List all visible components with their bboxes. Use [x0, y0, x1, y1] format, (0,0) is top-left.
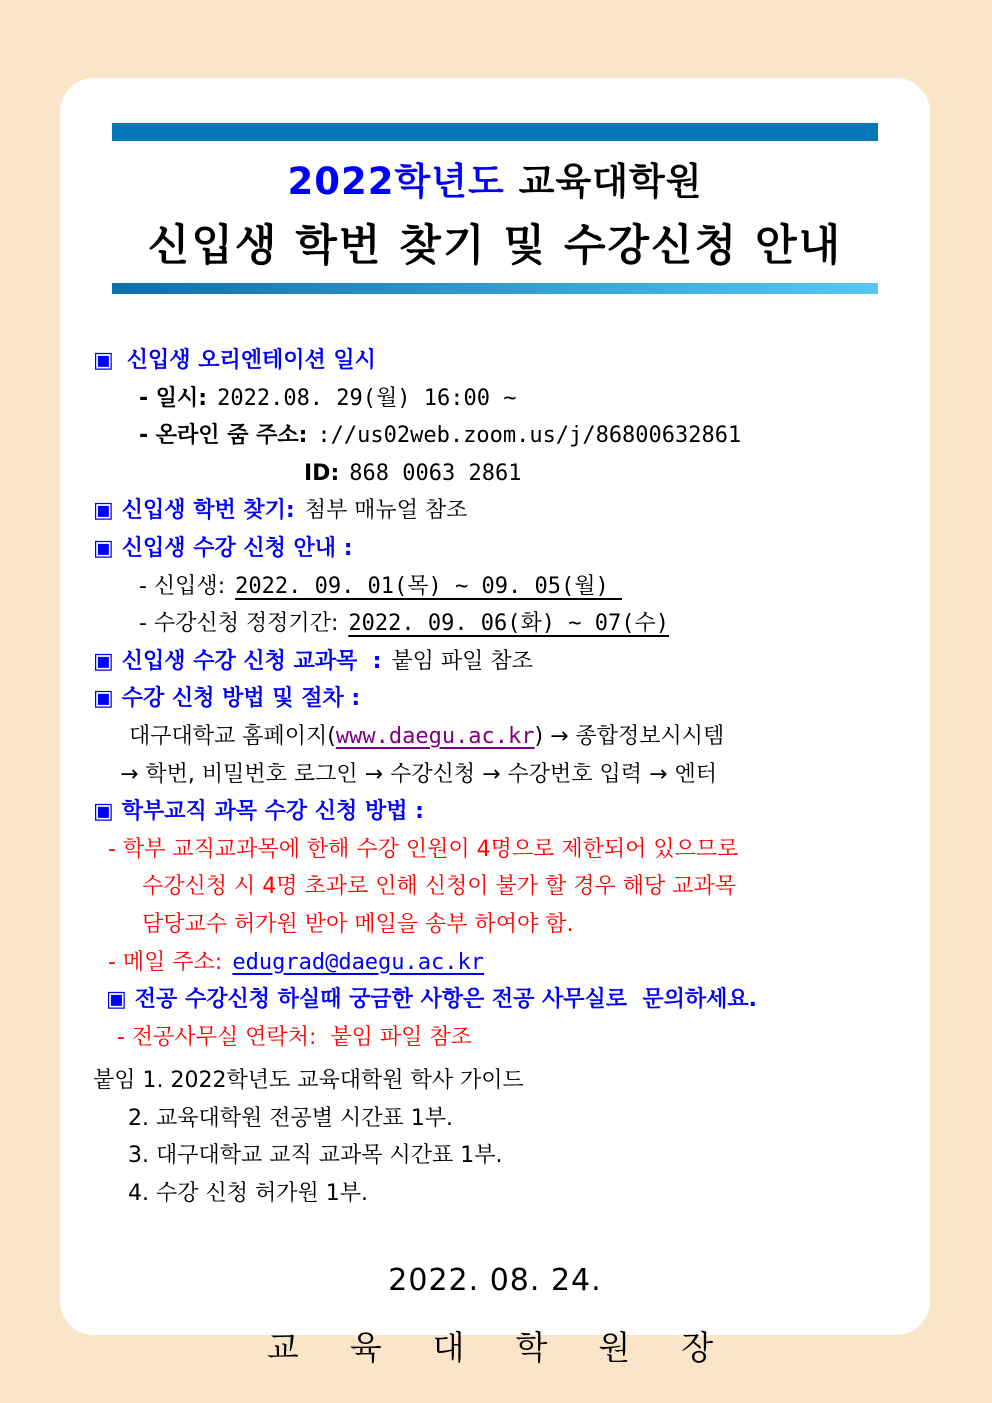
orientation-date-value: 2022.08. 29(월) 16:00 ~ [217, 385, 517, 411]
method-heading-label: 수강 신청 방법 및 절차 : [121, 686, 361, 712]
undergrad-note3: 담당교수 허가원 받아 메일을 송부 하여야 함. [142, 911, 574, 937]
title-top-bar [112, 123, 878, 141]
section-find-id-heading [93, 492, 910, 530]
edugrad-email-link[interactable]: edugrad@daegu.ac.kr [232, 949, 485, 975]
square-bullet-icon: ▣ [93, 535, 114, 561]
inquiry-contact-line: - 전공사무실 연락처: 붙임 파일 참조 [117, 1024, 472, 1050]
issue-date: 2022. 08. 24. [388, 1262, 602, 1298]
correction-period: 2022. 09. 06(화) ~ 07(수) [348, 611, 670, 637]
section-registration-heading [93, 530, 910, 568]
notice-document [60, 78, 930, 1367]
title-year: 2022학년도 [287, 160, 505, 203]
square-bullet-icon: ▣ [93, 799, 114, 825]
orientation-zoom-label: - 온라인 줌 주소: [139, 423, 308, 449]
orientation-date-label: - 일시: [139, 385, 208, 411]
document-body [60, 342, 930, 1213]
method-step1-post: ) → 종합정보시시템 [534, 723, 725, 749]
attachments-block [93, 1062, 910, 1212]
orientation-zoom-url: ://us02web.zoom.us/j/86800632861 [317, 423, 742, 449]
signature-dean-of-graduate-school: 교 육 대 학 원 장 [266, 1327, 724, 1367]
find-id-value: 첨부 매뉴얼 참조 [304, 498, 468, 524]
square-bullet-icon: ▣ [93, 686, 114, 712]
title-org: 교육대학원 [518, 160, 703, 203]
square-bullet-icon: ▣ [93, 348, 114, 373]
freshman-period: 2022. 09. 01(목) ~ 09. 05(월) [235, 573, 622, 599]
registration-freshman-line [93, 568, 910, 606]
section-undergrad-heading [93, 793, 910, 831]
title-gradient-bar [112, 283, 878, 294]
freshman-label: - 신입생: [139, 573, 226, 599]
attachment-item-1: 붙임 1. 2022학년도 교육대학원 학사 가이드 [93, 1068, 524, 1094]
method-step2-line: → 학번, 비밀번호 로그인 → 수강신청 → 수강번호 입력 → 엔터 [120, 761, 717, 787]
zoom-id-label: ID: [304, 460, 340, 486]
find-id-heading-label: 신입생 학번 찾기: [121, 498, 295, 524]
registration-correction-line [93, 605, 910, 643]
section-inquiry-heading [93, 981, 910, 1019]
undergrad-email-line [93, 944, 910, 982]
email-label: - 메일 주소: [108, 949, 223, 975]
orientation-zoom-line [93, 417, 910, 455]
method-step1-line [93, 718, 910, 756]
title-block [112, 123, 878, 294]
zoom-id-value: 868 0063 2861 [349, 460, 522, 486]
section-orientation-heading [93, 342, 910, 380]
attachment-item-2: 2. 교육대학원 전공별 시간표 1부. [128, 1105, 453, 1131]
square-bullet-icon: ▣ [106, 987, 127, 1013]
method-step1-pre: 대구대학교 홈페이지( [129, 723, 336, 749]
registration-heading-label: 신입생 수강 신청 안내 : [121, 535, 353, 561]
attachment-item-4: 4. 수강 신청 허가원 1부. [128, 1181, 368, 1207]
orientation-heading-label: 신입생 오리엔테이션 일시 [126, 348, 376, 373]
courses-value: 붙임 파일 참조 [391, 648, 533, 674]
undergrad-note1: - 학부 교직교과목에 한해 수강 인원이 4명으로 제한되어 있으므로 [108, 836, 739, 862]
document-title-line1 [112, 151, 878, 205]
daegu-homepage-link[interactable]: www.daegu.ac.kr [335, 723, 535, 749]
square-bullet-icon: ▣ [93, 498, 114, 524]
correction-label: - 수강신청 정정기간: [139, 611, 339, 637]
document-title-line2: 신입생 학번 찾기 및 수강신청 안내 [147, 221, 843, 271]
section-method-heading [93, 680, 910, 718]
attachment-item-3: 3. 대구대학교 교직 교과목 시간표 1부. [128, 1143, 503, 1169]
inquiry-heading-label: 전공 수강신청 하실때 궁금한 사항은 전공 사무실로 문의하세요. [134, 987, 757, 1013]
courses-heading-label: 신입생 수강 신청 교과목 : [121, 648, 382, 674]
undergrad-heading-label: 학부교직 과목 수강 신청 방법 : [121, 799, 424, 825]
undergrad-note2: 수강신청 시 4명 초과로 인해 신청이 불가 할 경우 해당 교과목 [142, 874, 736, 900]
orientation-zoom-id-line [93, 455, 910, 493]
square-bullet-icon: ▣ [93, 648, 114, 674]
orientation-date-line [93, 380, 910, 418]
section-courses-heading [93, 643, 910, 681]
